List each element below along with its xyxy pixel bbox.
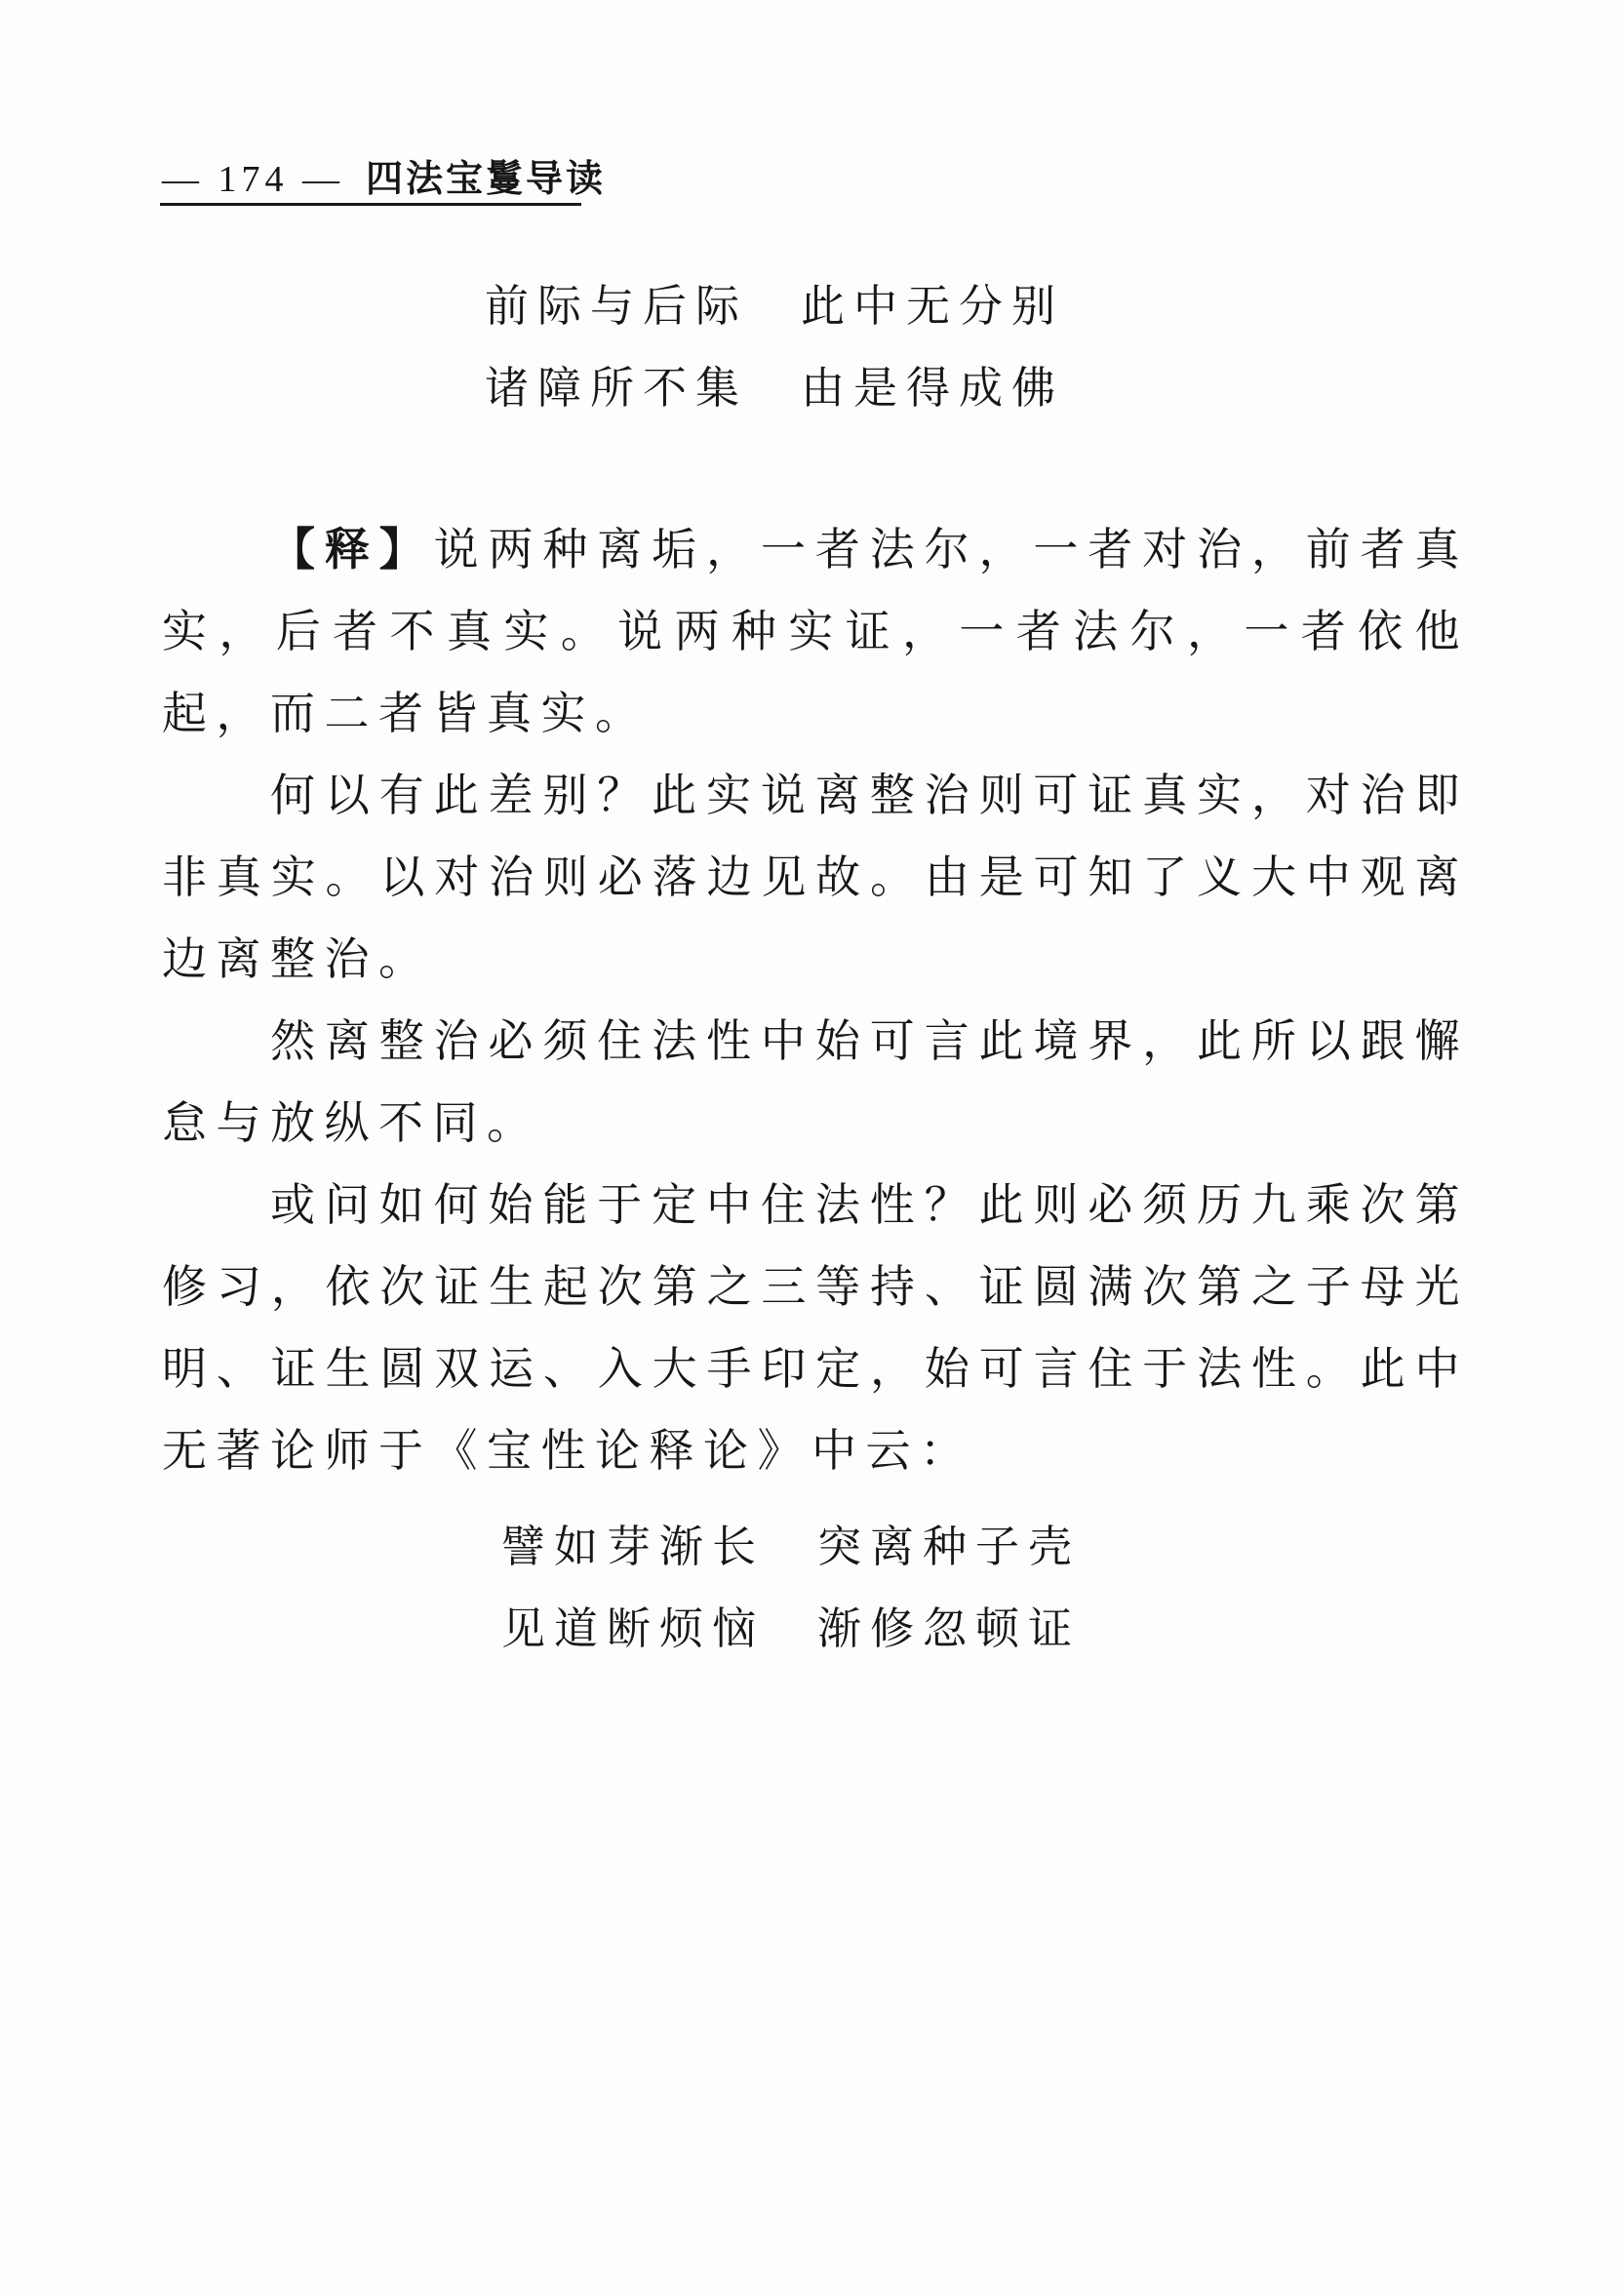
- verse-line: 诸障所不集 由是得成佛: [485, 364, 1065, 413]
- header-rule: [160, 203, 581, 206]
- paragraph: 然离整治必须住法性中始可言此境界，此所以跟懈怠与放纵不同。: [162, 1016, 1469, 1148]
- page-number: — 174 —: [162, 159, 344, 200]
- commentary-label: 【释】: [270, 525, 434, 574]
- verse-line: 前际与后际 此中无分别: [485, 282, 1065, 331]
- paragraph-text: 说两种离垢，一者法尔，一者对治，前者真实，后者不真实。说两种实证，一者法尔，一者依他起，而二者皆真实。: [162, 525, 1470, 738]
- paragraph: 或问如何始能于定中住法性？此则必须历九乘次第修习，依次证生起次第之三等持、证圆满次第之子母光明、证生圆双运、入大手印定，始可言住于法性。此中无著论师于《宝性论释论》中云：: [162, 1180, 1469, 1476]
- verse-top: [485, 265, 1064, 429]
- book-title: 四法宝鬘导读: [366, 159, 607, 200]
- paragraph: 何以有此差别？此实说离整治则可证真实，对治即非真实。以对治则必落边见故。由是可知了义大中观离边离整治。: [162, 771, 1469, 984]
- paragraph-shi: [162, 509, 1469, 755]
- verse-bottom: [501, 1506, 1081, 1670]
- verse-line: 见道断烦恼 渐修忽顿证: [501, 1604, 1082, 1653]
- page-header: [162, 158, 606, 201]
- verse-line: 譬如芽渐长 突离种子壳: [501, 1523, 1082, 1571]
- commentary-body: [162, 509, 1469, 1492]
